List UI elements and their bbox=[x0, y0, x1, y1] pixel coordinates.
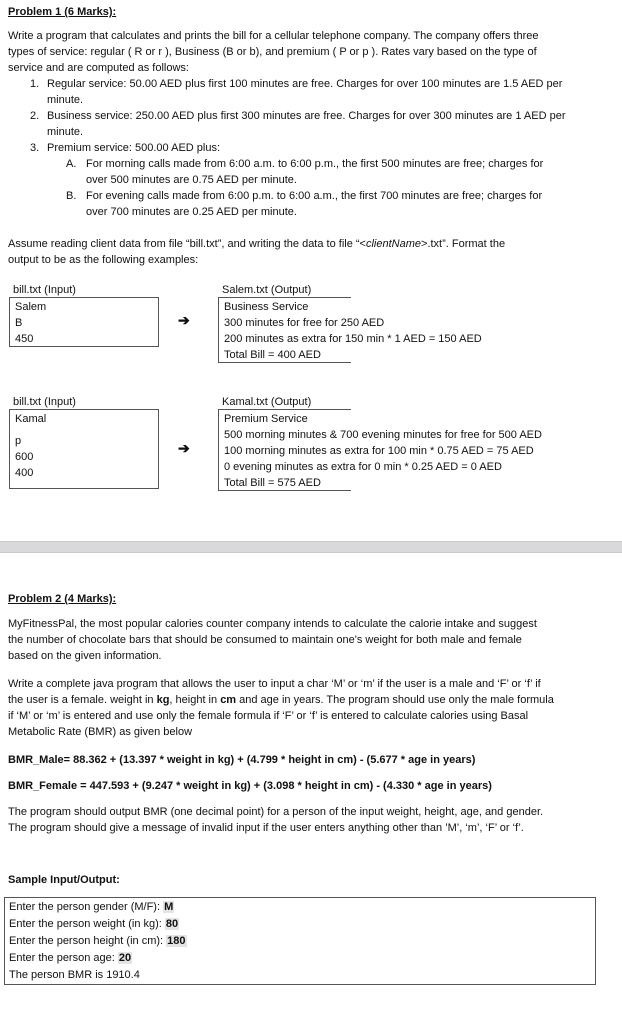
intro-line: Write a program that calculates and prints the bill for a cellular telephone company. The company offers three bbox=[8, 30, 539, 42]
input-line: Kamal bbox=[15, 413, 47, 425]
list-item-line: Premium service: 500.00 AED plus: bbox=[47, 142, 221, 154]
sample-title: Sample Input/Output: bbox=[8, 874, 120, 886]
para-line: Metabolic Rate (BMR) as given below bbox=[8, 726, 193, 738]
sublist-item bbox=[66, 188, 596, 220]
input-line: 400 bbox=[15, 467, 34, 479]
output-line: Total Bill = 400 AED bbox=[224, 349, 321, 361]
formula-male: BMR_Male= 88.362 + (13.397 * weight in kg) + (4.799 * height in cm) - (5.677 * age in years) bbox=[8, 754, 476, 766]
assume-line bbox=[8, 236, 598, 252]
para-line: if ‘M’ or ‘m’ is entered and use only the female formula if ‘F’ or ‘f’ is entered to calculate calories using Basal bbox=[8, 710, 529, 722]
para-text: , height in bbox=[169, 694, 221, 706]
sample-value: 180 bbox=[167, 935, 186, 947]
list-item-line: Regular service: 50.00 AED plus first 100 minutes are free. Charges for over 100 minutes are 1.5 AED per bbox=[47, 78, 563, 90]
sublist-line: over 700 minutes are 0.25 AED per minute. bbox=[86, 206, 297, 218]
page-divider bbox=[0, 541, 622, 553]
sample-line bbox=[9, 934, 187, 948]
sample-prompt: Enter the person height (in cm): bbox=[9, 935, 167, 947]
service-list bbox=[30, 76, 600, 156]
list-item-line: minute. bbox=[47, 94, 84, 106]
sample-value: 20 bbox=[118, 952, 132, 964]
output-line: Business Service bbox=[224, 301, 309, 313]
problem1-title: Problem 1 (6 Marks): bbox=[8, 6, 117, 18]
sample-value: 80 bbox=[165, 918, 179, 930]
sublist-line: For morning calls made from 6:00 a.m. to 6:00 p.m., the first 500 minutes are free; charges for bbox=[86, 158, 544, 170]
para-text: and age in years. The program should use only the male formula bbox=[236, 694, 554, 706]
sublist-letter: B. bbox=[66, 190, 77, 202]
para-line: The program should give a message of invalid input if the user enters anything other than ’M’, ‘m’, ‘F’ or ‘f’. bbox=[8, 822, 524, 834]
example2-input-label: bill.txt (Input) bbox=[13, 396, 76, 408]
example2-input-box bbox=[9, 409, 159, 489]
problem2-para1 bbox=[8, 616, 598, 664]
right-arrow-icon: ➔ bbox=[178, 440, 190, 456]
list-number: 1. bbox=[30, 78, 40, 90]
list-item-line: minute. bbox=[47, 126, 84, 138]
unit-cm: cm bbox=[220, 694, 237, 706]
list-number: 3. bbox=[30, 142, 40, 154]
assume-text: Assume reading client data from file “bill.txt”, and writing the data to file “< bbox=[8, 238, 366, 250]
output-line: 300 minutes for free for 250 AED bbox=[224, 317, 385, 329]
sublist-line: For evening calls made from 6:00 p.m. to 6:00 a.m., the first 700 minutes are free; charges for bbox=[86, 190, 543, 202]
para-line: MyFitnessPal, the most popular calories counter company intends to calculate the calorie intake and suggest bbox=[8, 618, 537, 630]
sample-line bbox=[9, 900, 174, 914]
input-line: 600 bbox=[15, 451, 34, 463]
para-line: the number of chocolate bars that should be consumed to maintain one's weight for both male and female bbox=[8, 634, 522, 646]
intro-line: types of service: regular ( R or r ), Business (B or b), and premium ( P or p ). Rates vary based on the type of bbox=[8, 46, 537, 58]
right-arrow-icon: ➔ bbox=[178, 312, 190, 328]
input-line: B bbox=[15, 317, 23, 329]
para-line: Write a complete java program that allows the user to input a char ‘M’ or ‘m’ if the user is a male and ‘F’ or ‘f’ if bbox=[8, 678, 541, 690]
assume-paragraph bbox=[8, 236, 598, 268]
input-line: 450 bbox=[15, 333, 34, 345]
problem2-para2 bbox=[8, 676, 598, 740]
input-line: p bbox=[15, 435, 22, 447]
sample-prompt: Enter the person weight (in kg): bbox=[9, 918, 165, 930]
output-line: Total Bill = 575 AED bbox=[224, 477, 321, 489]
assume-line: output to be as the following examples: bbox=[8, 254, 199, 266]
sample-prompt: Enter the person gender (M/F): bbox=[9, 901, 164, 913]
para-line: based on the given information. bbox=[8, 650, 162, 662]
unit-kg: kg bbox=[156, 694, 170, 706]
problem2-title: Problem 2 (4 Marks): bbox=[8, 593, 117, 605]
sample-io-box bbox=[4, 897, 596, 985]
para-line: The program should output BMR (one decimal point) for a person of the input weight, height, age, and gender. bbox=[8, 806, 544, 818]
output-line: 0 evening minutes as extra for 0 min * 0.25 AED = 0 AED bbox=[224, 461, 502, 473]
sublist-letter: A. bbox=[66, 158, 77, 170]
list-item bbox=[30, 140, 600, 156]
example2-output-box bbox=[218, 409, 542, 491]
sample-value: M bbox=[164, 901, 174, 913]
client-name-placeholder: clientName bbox=[365, 238, 422, 250]
para-text: the user is a female. weight in bbox=[8, 694, 157, 706]
output-line: 500 morning minutes & 700 evening minutes for free for 500 AED bbox=[224, 429, 542, 441]
example2-output-label: Kamal.txt (Output) bbox=[222, 396, 312, 408]
output-line: Premium Service bbox=[224, 413, 308, 425]
sample-line bbox=[9, 917, 179, 931]
assume-text: >.txt”. Format the bbox=[421, 238, 506, 250]
problem1-intro bbox=[8, 28, 593, 76]
sublist-item bbox=[66, 156, 596, 188]
list-item-line: Business service: 250.00 AED plus first 300 minutes are free. Charges for over 300 minutes are 1 AED per bbox=[47, 110, 566, 122]
problem2-para3 bbox=[8, 804, 598, 836]
premium-sublist bbox=[66, 156, 596, 220]
list-item bbox=[30, 108, 600, 140]
sample-result: The person BMR is 1910.4 bbox=[9, 969, 140, 981]
example1-output-label: Salem.txt (Output) bbox=[222, 284, 312, 296]
list-item bbox=[30, 76, 600, 108]
example1-input-box bbox=[9, 297, 159, 347]
example1-output-box bbox=[218, 297, 482, 363]
output-line: 100 morning minutes as extra for 100 min * 0.75 AED = 75 AED bbox=[224, 445, 534, 457]
output-line: 200 minutes as extra for 150 min * 1 AED = 150 AED bbox=[224, 333, 482, 345]
sample-line bbox=[9, 951, 132, 965]
intro-line: service and are computed as follows: bbox=[8, 62, 189, 74]
sublist-line: over 500 minutes are 0.75 AED per minute. bbox=[86, 174, 297, 186]
list-number: 2. bbox=[30, 110, 40, 122]
para-line bbox=[8, 692, 598, 708]
formula-female: BMR_Female = 447.593 + (9.247 * weight in kg) + (3.098 * height in cm) - (4.330 * age in years) bbox=[8, 780, 492, 792]
input-line: Salem bbox=[15, 301, 47, 313]
example1-input-label: bill.txt (Input) bbox=[13, 284, 76, 296]
sample-prompt: Enter the person age: bbox=[9, 952, 118, 964]
